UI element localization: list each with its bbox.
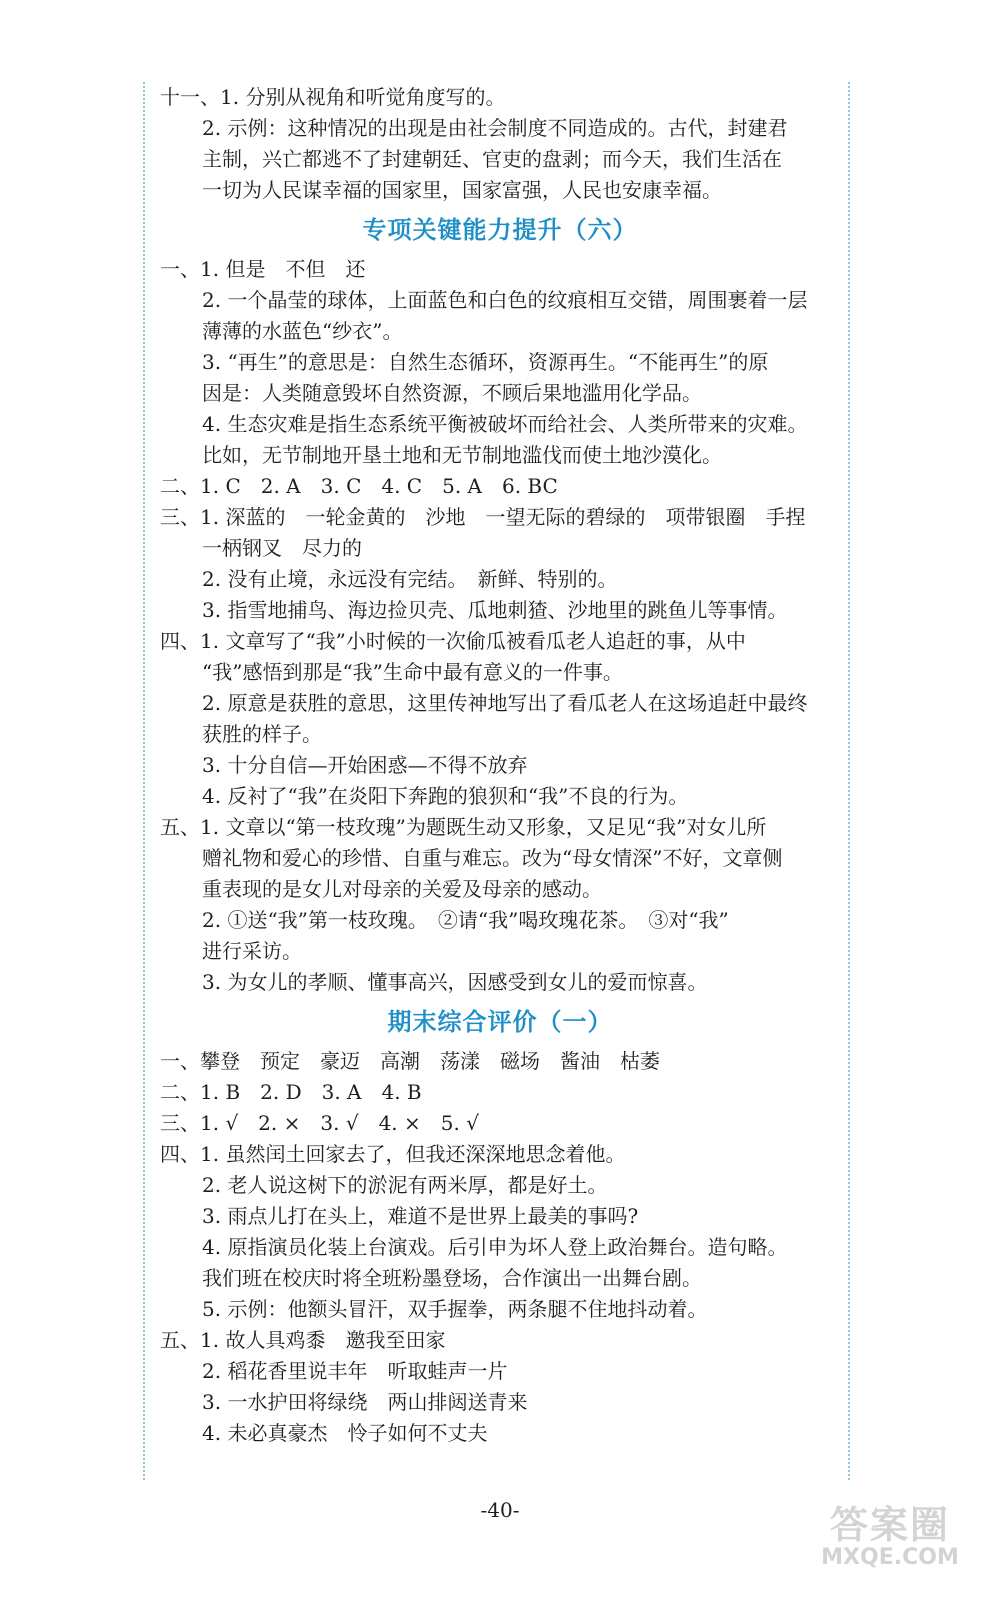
answer-line: 四、1. 文章写了“我”小时候的一次偷瓜被看瓜老人追赶的事，从中 — [160, 629, 746, 653]
watermark-logo — [810, 1505, 970, 1575]
answer-line: 2. 没有止境，永远没有完结。 新鲜、特别的。 — [202, 567, 618, 591]
answer-line: 3. “再生”的意思是：自然生态循环，资源再生。“不能再生”的原 — [202, 350, 769, 374]
answer-line: 五、1. 文章以“第一枝玫瑰”为题既生动又形象，又足见“我”对女儿所 — [160, 815, 767, 839]
answer-line: 三、1. 深蓝的 一轮金黄的 沙地 一望无际的碧绿的 项带银圈 手捏 — [160, 505, 806, 529]
answer-line: 4. 原指演员化装上台演戏。后引申为坏人登上政治舞台。造句略。 — [202, 1235, 788, 1259]
answer-line: 因是：人类随意毁坏自然资源，不顾后果地滥用化学品。 — [202, 381, 702, 405]
page-number: -40- — [480, 1498, 520, 1522]
answer-line: 三、1. √ 2. × 3. √ 4. × 5. √ — [160, 1111, 479, 1135]
answer-line: 2. 示例：这种情况的出现是由社会制度不同造成的。古代，封建君 — [202, 116, 788, 140]
answer-section — [160, 208, 840, 998]
answer-line: 5. 示例：他额头冒汗，双手握拳，两条腿不住地抖动着。 — [202, 1297, 708, 1321]
watermark-top-text: 答案圈 — [829, 1503, 950, 1547]
answer-line: 获胜的样子。 — [202, 722, 322, 746]
answer-line: 五、1. 故人具鸡黍 邀我至田家 — [160, 1328, 446, 1352]
answer-line: 一切为人民谋幸福的国家里，国家富强，人民也安康幸福。 — [202, 178, 722, 202]
answer-line: 3. 指雪地捕鸟、海边捡贝壳、瓜地刺猹、沙地里的跳鱼儿等事情。 — [202, 598, 788, 622]
answer-section — [160, 1000, 840, 1449]
answer-line: 3. 一水护田将绿绕 两山排闼送青来 — [202, 1390, 528, 1414]
section-title: 期末综合评价（一） — [387, 1008, 613, 1036]
answer-line: 3. 为女儿的孝顺、懂事高兴，因感受到女儿的爱而惊喜。 — [202, 970, 708, 994]
answer-line: 4. 未必真豪杰 怜子如何不丈夫 — [202, 1421, 488, 1445]
answer-line: 赠礼物和爱心的珍惜、自重与难忘。改为“母女情深”不好，文章侧 — [202, 846, 783, 870]
answer-line: 二、1. C 2. A 3. C 4. C 5. A 6. BC — [160, 474, 558, 498]
answer-line: 一柄钢叉 尽力的 — [202, 536, 362, 560]
answer-line: 一、1. 但是 不但 还 — [160, 257, 366, 281]
answer-line: 一、攀登 预定 豪迈 高潮 荡漾 磁场 酱油 枯萎 — [160, 1049, 660, 1073]
answer-line: 四、1. 虽然闰土回家去了，但我还深深地思念着他。 — [160, 1142, 626, 1166]
answer-line: 主制，兴亡都逃不了封建朝廷、官吏的盘剥；而今天，我们生活在 — [202, 147, 782, 171]
answer-line: 2. ①送“我”第一枝玫瑰。 ②请“我”喝玫瑰花茶。 ③对“我” — [202, 908, 729, 932]
answer-line: 十一、1. 分别从视角和听觉角度写的。 — [160, 85, 506, 109]
answer-line: 重表现的是女儿对母亲的关爱及母亲的感动。 — [202, 877, 602, 901]
answer-line: 2. 原意是获胜的意思，这里传神地写出了看瓜老人在这场追赶中最终 — [202, 691, 808, 715]
answer-line: 我们班在校庆时将全班粉墨登场，合作演出一出舞台剧。 — [202, 1266, 702, 1290]
answer-line: 比如，无节制地开垦土地和无节制地滥伐而使土地沙漠化。 — [202, 443, 722, 467]
answer-line: 进行采访。 — [202, 939, 302, 963]
answer-line: 薄薄的水蓝色“纱衣”。 — [202, 319, 403, 343]
answer-content — [160, 82, 840, 1449]
answer-line: 3. 十分自信—开始困惑—不得不放弃 — [202, 753, 528, 777]
watermark-bottom-text: MXQE.COM — [821, 1545, 959, 1570]
answer-line: 2. 一个晶莹的球体，上面蓝色和白色的纹痕相互交错，周围裹着一层 — [202, 288, 808, 312]
answer-line: 二、1. B 2. D 3. A 4. B — [160, 1080, 422, 1104]
answer-line: 2. 稻花香里说丰年 听取蛙声一片 — [202, 1359, 508, 1383]
answer-section — [160, 82, 840, 206]
answer-line: “我”感悟到那是“我”生命中最有意义的一件事。 — [202, 660, 623, 684]
answer-line: 2. 老人说这树下的淤泥有两米厚，都是好土。 — [202, 1173, 608, 1197]
section-title: 专项关键能力提升（六） — [362, 216, 638, 244]
answer-line: 4. 反衬了“我”在炎阳下奔跑的狼狈和“我”不良的行为。 — [202, 784, 689, 808]
answer-line: 4. 生态灾难是指生态系统平衡被破坏而给社会、人类所带来的灾难。 — [202, 412, 808, 436]
answer-line: 3. 雨点儿打在头上，难道不是世界上最美的事吗? — [202, 1204, 639, 1228]
